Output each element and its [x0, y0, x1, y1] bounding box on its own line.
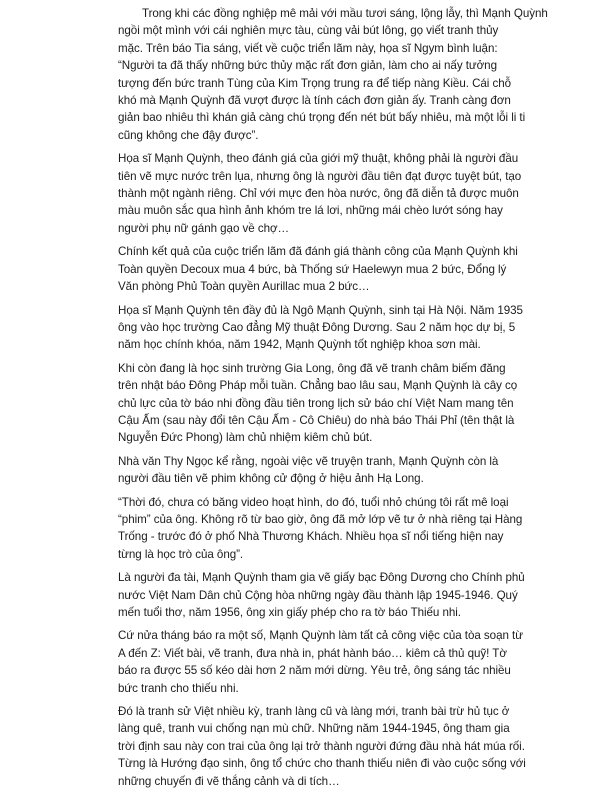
text-line: Chính kết quả của cuộc triển lãm đã đánh giá thành công của Mạnh Quỳnh khi: [118, 245, 518, 259]
text-line: A đến Z: Viết bài, vẽ tranh, đưa nhà in, phát hành báo… kiêm cả thủ quỹ! Tờ: [118, 646, 507, 660]
text-line: báo ra được 55 số kéo dài hơn 2 năm mới dừng. Yêu trẻ, ông sáng tác nhiều: [118, 664, 511, 678]
text-line: người đầu tiên vẽ phim không cử động ở hiệu ảnh Hạ Long.: [118, 472, 424, 486]
text-line: trên nhật báo Đông Pháp mỗi tuần. Chẳng bao lâu sau, Mạnh Quỳnh là cây cọ: [118, 379, 518, 393]
text-line: Đó là tranh sử Việt nhiều kỳ, tranh làng cũ và làng mới, tranh bài trừ hủ tục ở: [118, 705, 510, 719]
text-line: tiên vẽ mực nước trên lụa, nhưng ông là người đầu tiên đạt được tuyệt bút, tạo: [118, 169, 522, 183]
text-line: làng quê, tranh vui chống nạn mù chữ. Những năm 1944-1945, ông tham gia: [118, 722, 510, 736]
text-line: trời định sau này con trai của ông lại trở thành người đứng đầu nhà hát múa rối.: [118, 739, 525, 753]
text-line: mến tuổi thơ, năm 1956, ông xin giấy phép cho ra tờ báo Thiếu nhi.: [118, 606, 461, 619]
paragraph-3: [118, 243, 580, 295]
paragraph-1: [118, 5, 580, 144]
text-line: chủ lực của tờ báo nhi đồng đầu tiên trong lịch sử báo chí Việt Nam mang tên: [118, 396, 514, 410]
text-line: Cậu Ấm (sau này đổi tên Cậu Ấm - Cô Chiêu) do nhà báo Thái Phỉ (tên thật là: [118, 413, 515, 427]
text-line: Nguyễn Đức Phong) làm chủ nhiệm kiêm chủ bút.: [118, 431, 373, 445]
paragraph-8: [118, 569, 580, 621]
paragraph-2: [118, 150, 580, 237]
text-line: Trong khi các đồng nghiệp mê mải với mầu tươi sáng, lộng lẫy, thì Mạnh Quỳnh: [142, 7, 548, 20]
text-line: khó mà Mạnh Quỳnh đã vượt được là tính cách đơn giản ấy. Tranh càng đơn: [118, 94, 511, 108]
text-line: cũng không che đậy được”.: [118, 128, 259, 142]
text-line: Toàn quyền Decoux mua 4 bức, bà Thống sứ Haelewyn mua 2 bức, Đổng lý: [118, 262, 507, 276]
paragraph-7-quote: [118, 494, 580, 564]
text-line: “Thời đó, chưa có băng video hoạt hình, do đó, tuổi nhỏ chúng tôi rất mê loại: [118, 495, 509, 509]
text-line: năm học chính khóa, năm 1942, Mạnh Quỳnh tốt nghiệp khoa sơn mài.: [118, 338, 481, 352]
paragraph-4: [118, 302, 580, 354]
text-line: giản bao nhiêu thì khán giả càng chú trọng đến nét bút bấy nhiêu, mà một lỗi li ti: [118, 111, 526, 125]
text-line: những chuyến đi vẽ thắng cảnh và di tích…: [118, 774, 340, 788]
text-line: Nhà văn Thy Ngọc kể rằng, ngoài việc vẽ truyện tranh, Mạnh Quỳnh còn là: [118, 454, 499, 468]
text-line: Trống - trước đó ở phố Nhà Thương Khách. Nhiều họa sĩ nổi tiếng hiện nay: [118, 530, 504, 544]
text-line: từng là học trò của ông”.: [118, 547, 244, 561]
text-line: tượng đến bức tranh Tùng của Kim Trọng trung ra để tiếp nàng Kiều. Cái chỗ: [118, 76, 512, 90]
text-line: nước Việt Nam Dân chủ Cộng hòa những ngày đầu thành lập 1945-1946. Quý: [118, 588, 518, 602]
text-line: mặc. Trên báo Tia sáng, viết về cuộc triển lãm này, họa sĩ Ngym bình luận:: [118, 41, 498, 55]
text-line: Văn phòng Phủ Toàn quyền Aurillac mua 2 bức…: [118, 280, 370, 294]
text-line: Họa sĩ Mạnh Quỳnh, theo đánh giá của giới mỹ thuật, không phải là người đầu: [118, 152, 519, 166]
text-line: ông vào học trường Cao đẳng Mỹ thuật Đông Dương. Sau 2 năm học dự bị, 5: [118, 320, 516, 334]
text-line: Cứ nửa tháng báo ra một số, Mạnh Quỳnh làm tất cả công việc của tòa soạn từ: [118, 629, 523, 643]
text-line: bức tranh cho thiếu nhi.: [118, 681, 239, 695]
article-body: [0, 5, 595, 790]
text-line: Là người đa tài, Mạnh Quỳnh tham gia vẽ giấy bạc Đông Dương cho Chính phủ: [118, 571, 525, 585]
text-line: thành một ngành riêng. Chỉ với mực đen hòa nước, ông đã diễn tả được muôn: [118, 187, 519, 201]
paragraph-6: [118, 453, 580, 488]
text-line: “phim” của ông. Không rõ từ bao giờ, ông đã mở lớp vẽ tư ở nhà riêng tại Hàng: [118, 512, 523, 526]
paragraph-10: [118, 703, 580, 790]
text-line: màu muôn sắc qua hình ảnh khóm tre lá lơi, những mái chèo lướt sóng hay: [118, 204, 503, 218]
paragraph-5: [118, 360, 580, 447]
text-line: Họa sĩ Mạnh Quỳnh tên đầy đủ là Ngô Mạnh Quỳnh, sinh tại Hà Nội. Năm 1935: [118, 303, 523, 317]
text-line: người phụ nữ gánh gạo về chợ…: [118, 221, 290, 235]
text-line: Từng là Hướng đạo sinh, ông tổ chức cho thanh thiếu niên đi vào cuộc sống với: [118, 757, 526, 771]
paragraph-9: [118, 627, 580, 697]
text-line: ngồi một mình với cái nghiên mực tàu, cùng vải bút lông, gọ viết tranh thủy: [118, 24, 499, 38]
text-line: “Người ta đã thấy những bức thủy mặc rất đơn giản, làm cho ai nấy tưởng: [118, 59, 497, 73]
text-line: Khi còn đang là học sinh trường Gia Long, ông đã vẽ tranh châm biếm đăng: [118, 361, 506, 375]
